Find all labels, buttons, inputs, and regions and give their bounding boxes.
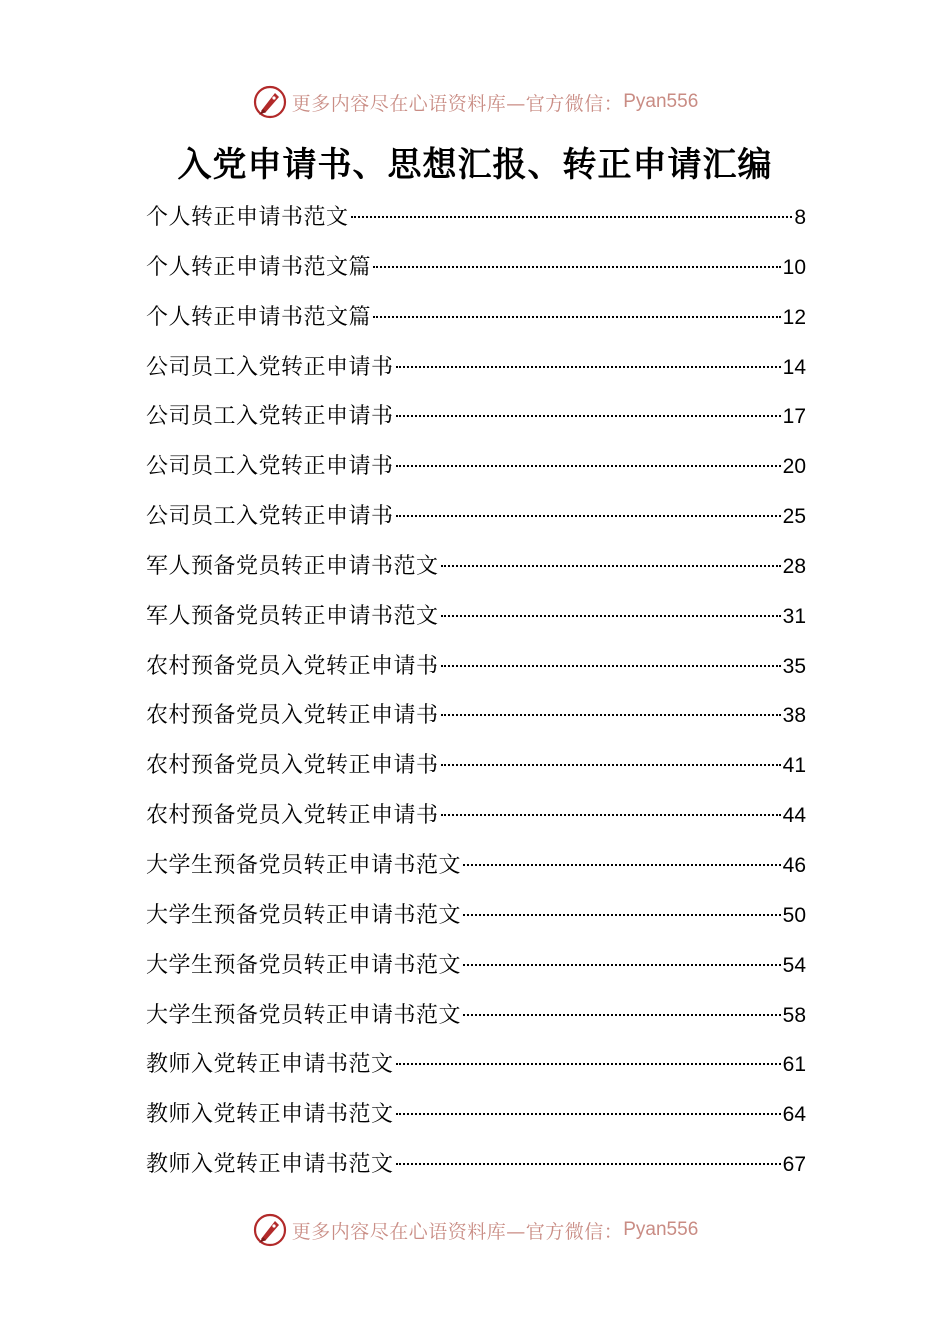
toc-entry[interactable] [146, 841, 806, 891]
table-of-contents [146, 193, 806, 1190]
toc-dot-leader [373, 266, 781, 268]
toc-entry-page-number: 58 [782, 1003, 806, 1027]
toc-entry[interactable] [146, 891, 806, 941]
toc-entry-page-number: 20 [782, 455, 806, 479]
toc-entry-page-number: 31 [782, 604, 806, 628]
toc-entry[interactable] [146, 741, 806, 791]
pen-nib-logo-icon [252, 1212, 288, 1248]
footer-banner [0, 1210, 950, 1250]
toc-dot-leader [396, 1113, 781, 1115]
toc-entry[interactable] [146, 1040, 806, 1090]
toc-entry-page-number: 28 [782, 554, 806, 578]
toc-dot-leader [441, 665, 781, 667]
toc-entry-label: 个人转正申请书范文 [146, 205, 349, 230]
toc-entry-page-number: 50 [782, 903, 806, 927]
pen-nib-logo-icon [252, 84, 288, 120]
toc-entry-page-number: 38 [782, 704, 806, 728]
footer-banner-wechat-id: Pyan556 [623, 1219, 699, 1240]
toc-entry[interactable] [146, 442, 806, 492]
footer-banner-text: 更多内容尽在心语资料库—官方微信： [291, 1220, 624, 1243]
toc-dot-leader [463, 964, 781, 966]
toc-dot-leader [396, 366, 781, 368]
toc-entry[interactable] [146, 791, 806, 841]
toc-entry-label: 公司员工入党转正申请书 [146, 404, 394, 430]
toc-entry[interactable] [146, 1140, 806, 1190]
toc-entry-label: 个人转正申请书范文篇 [146, 304, 372, 330]
toc-entry-label: 大学生预备党员转正申请书范文 [146, 852, 462, 878]
toc-entry-page-number: 10 [782, 255, 806, 279]
toc-entry[interactable] [146, 492, 806, 542]
toc-dot-leader [396, 465, 781, 467]
toc-entry[interactable] [146, 1090, 806, 1140]
toc-dot-leader [396, 1063, 781, 1065]
toc-entry-page-number: 25 [782, 505, 806, 529]
toc-entry-label: 农村预备党员入党转正申请书 [146, 803, 439, 829]
toc-entry[interactable] [146, 941, 806, 991]
toc-entry-label: 教师入党转正申请书范文 [146, 1152, 394, 1178]
header-banner-wechat-id: Pyan556 [623, 91, 699, 112]
toc-entry-label: 农村预备党员入党转正申请书 [146, 703, 439, 729]
toc-dot-leader [463, 1014, 781, 1016]
toc-dot-leader [396, 415, 781, 417]
toc-dot-leader [441, 714, 781, 716]
toc-entry-page-number: 54 [782, 953, 806, 977]
toc-dot-leader [396, 1163, 781, 1165]
toc-entry[interactable] [146, 691, 806, 741]
toc-dot-leader [463, 914, 781, 916]
toc-entry[interactable] [146, 343, 806, 393]
toc-dot-leader [463, 864, 781, 866]
header-banner [0, 82, 950, 122]
toc-dot-leader [351, 216, 793, 218]
toc-dot-leader [441, 814, 781, 816]
toc-entry-page-number: 64 [782, 1103, 806, 1127]
toc-entry-page-number: 14 [782, 355, 806, 379]
toc-entry[interactable] [146, 991, 806, 1041]
toc-dot-leader [373, 316, 781, 318]
toc-entry-page-number: 46 [782, 853, 806, 877]
toc-entry[interactable] [146, 642, 806, 692]
toc-entry-page-number: 12 [782, 305, 806, 329]
document-title: 入党申请书、思想汇报、转正申请汇编 [177, 145, 773, 185]
toc-entry[interactable] [146, 392, 806, 442]
toc-entry-label: 大学生预备党员转正申请书范文 [146, 952, 462, 978]
toc-entry-label: 军人预备党员转正申请书范文 [146, 603, 439, 629]
toc-entry-label: 公司员工入党转正申请书 [146, 454, 394, 480]
toc-dot-leader [441, 615, 781, 617]
toc-entry-page-number: 8 [794, 206, 806, 229]
toc-entry-page-number: 17 [782, 405, 806, 429]
toc-entry-label: 农村预备党员入党转正申请书 [146, 753, 439, 779]
toc-entry[interactable] [146, 243, 806, 293]
toc-dot-leader [441, 565, 781, 567]
toc-entry-label: 公司员工入党转正申请书 [146, 504, 394, 530]
toc-entry[interactable] [146, 193, 806, 243]
toc-entry-label: 农村预备党员入党转正申请书 [146, 653, 439, 679]
toc-dot-leader [396, 515, 781, 517]
header-banner-text: 更多内容尽在心语资料库—官方微信： [291, 92, 624, 115]
toc-entry-page-number: 61 [782, 1053, 806, 1077]
toc-entry-page-number: 35 [782, 654, 806, 678]
toc-entry-label: 个人转正申请书范文篇 [146, 254, 372, 280]
toc-entry[interactable] [146, 293, 806, 343]
toc-entry-label: 军人预备党员转正申请书范文 [146, 553, 439, 579]
toc-dot-leader [441, 764, 781, 766]
toc-entry[interactable] [146, 592, 806, 642]
toc-entry-label: 公司员工入党转正申请书 [146, 354, 394, 380]
toc-entry-label: 大学生预备党员转正申请书范文 [146, 902, 462, 928]
toc-entry-label: 大学生预备党员转正申请书范文 [146, 1002, 462, 1028]
toc-entry-page-number: 44 [782, 804, 806, 828]
toc-entry-label: 教师入党转正申请书范文 [146, 1052, 394, 1078]
toc-entry-label: 教师入党转正申请书范文 [146, 1102, 394, 1128]
toc-entry-page-number: 41 [782, 754, 806, 778]
toc-entry-page-number: 67 [782, 1153, 806, 1177]
toc-entry[interactable] [146, 542, 806, 592]
